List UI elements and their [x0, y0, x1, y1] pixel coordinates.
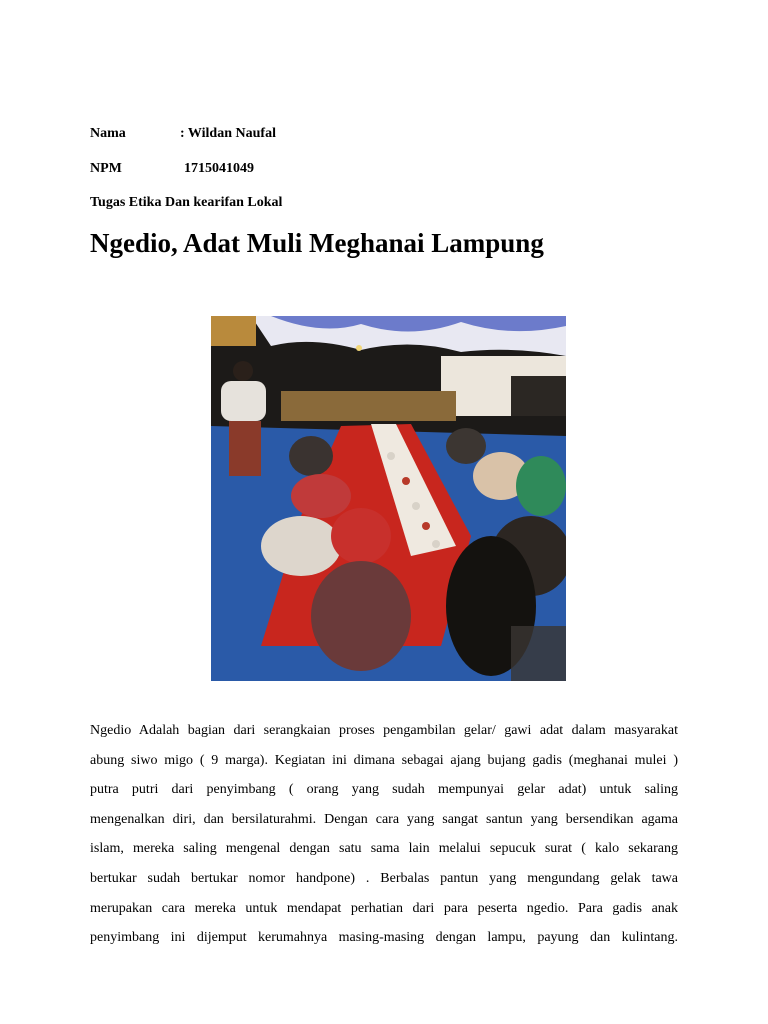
body-paragraph — [90, 716, 678, 953]
name-value: : Wildan Naufal — [180, 126, 276, 141]
course-line: Tugas Etika Dan kearifan Lokal — [90, 195, 283, 210]
document-title: Ngedio, Adat Muli Meghanai Lampung — [90, 228, 544, 258]
name-label: Nama — [90, 126, 126, 141]
body-line-4: mengenalkan diri, dan bersilaturahmi. Dengan cara yang sangat santun yang bersendikan agama — [90, 811, 678, 827]
photo-illustration — [211, 316, 566, 681]
body-line-3: putra putri dari penyimbang ( orang yang sudah mempunyai gelar adat) untuk saling — [90, 782, 678, 798]
npm-label: NPM — [90, 161, 122, 176]
body-line-8: penyimbang ini dijemput kerumahnya masing-masing dengan lampu, payung dan kulintang. — [90, 930, 678, 946]
npm-value: 1715041049 — [184, 161, 254, 176]
body-line-5: islam, mereka saling mengenal dengan satu sama lain melalui sepucuk surat ( kalo sekarang — [90, 841, 678, 857]
body-line-6: bertukar sudah bertukar nomor handpone) . Berbalas pantun yang mengundang gelak tawa — [90, 870, 678, 886]
body-line-7: merupakan cara mereka untuk mendapat perhatian dari para peserta ngedio. Para gadis anak — [90, 900, 678, 916]
ngedio-photo — [211, 316, 566, 681]
body-line-2: abung siwo migo ( 9 marga). Kegiatan ini dimana sebagai ajang bujang gadis (meghanai mulei ) — [90, 752, 678, 768]
body-line-1: Ngedio Adalah bagian dari serangkaian proses pengambilan gelar/ gawi adat dalam masyarakat — [90, 723, 678, 738]
